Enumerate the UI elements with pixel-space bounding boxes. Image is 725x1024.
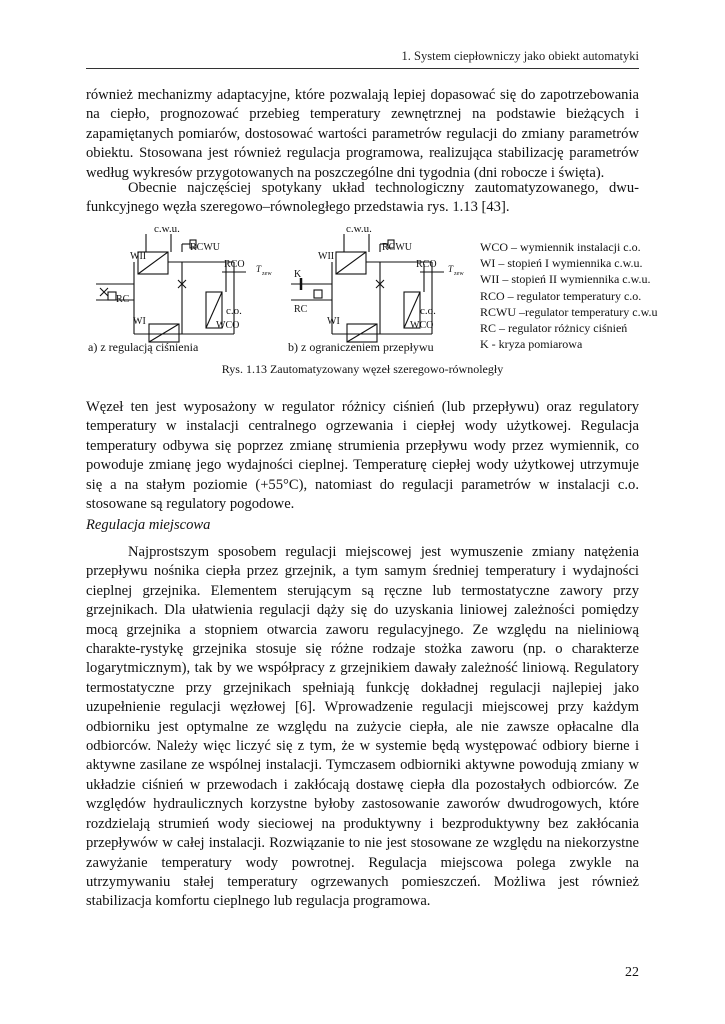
legend-item: K - kryza pomiarowa — [480, 337, 583, 352]
sub-caption-a: a) z regulacją ciśnienia — [88, 340, 199, 354]
label-cwu-b: c.w.u. — [346, 223, 372, 235]
label-wco-a: WCO — [216, 320, 240, 331]
label-wi-b: WI — [327, 316, 340, 327]
label-tzew-b: T — [448, 264, 454, 274]
page-number: 22 — [625, 965, 639, 980]
legend-item: RC – regulator różnicy ciśnień — [480, 321, 628, 336]
label-rcwu-a: RCWU — [190, 242, 220, 253]
paragraph-4 — [86, 543, 639, 912]
label-tzew-a: T — [256, 264, 262, 274]
label-wi-a: WI — [133, 316, 146, 327]
label-wii-a: WII — [130, 251, 147, 262]
section-heading: Regulacja miejscowa — [86, 517, 211, 533]
paragraph-1 — [86, 86, 639, 183]
paragraph-3 — [86, 398, 639, 514]
label-rc-b: RC — [294, 304, 308, 315]
paragraph-2 — [86, 179, 639, 218]
label-co-a: c.o. — [226, 305, 242, 317]
label-rc-a: RC — [116, 294, 130, 305]
paragraph-4-text: Najprostszym sposobem regulacji miejscowej jest wymuszenie zmiany natężenia przepływu nośnika ciepła przez grzejnik, a tym samym średniej temperatury i wydajności cieplnej grzejnika. Elementem sterującym są ręczne lub termostatyczne zawory przy grzejnikach. Dla ułatwienia regulacji dąży się do uzyskania liniowej zależności pomiędzy mocą grzejnika a stopniem otwarcia zaworu regulacyjnego. Ze względu na nieliniową charakte-rystykę grzejnika stosuje się różne rodzaje stożka zaworu (np. o charakterze logarytmicznym), tak by we współpracy z grzejnikiem dawały zależność liniową. Regulatory termostatyczne przy grzejnikach spełniają funkcję dokładnej regulacji najlepiej jako uzupełnienie regulacji węzłowej [6]. Wprowadzenie regulacji miejscowej przy każdym odbiorniku jest optymalne ze względu na zużycie ciepła, ale nie zawsze opłacalne dla odbiorców. Należy więc liczyć się z tym, że w systemie będą występować odbiory bierne i aktywne zasilane ze wspólnej instalacji. Tymczasem odbiorniki aktywne powodują zmiany w układzie ciśnień w przewodach i zakłócają dostawę ciepła dla pozostałych odbiorców. Ze względów hydraulicznych korzystne byłoby zastosowanie zaworów dwudrogowych, które rozdzielają strumień wody sieciowej na produktywny i bezproduktywny bez zakłócania przepływów w całej instalacji. Rozwiązanie to nie jest stosowane ze względu na niekorzystne zawyżanie temperatury wody powrotnej. Regulacja miejscowa polega zwykle na utrzymywaniu stałej temperatury ogrzewanych pomieszczeń. Możliwa jest również stabilizacja komfortu cieplnego lub regulacja programowa. — [86, 544, 639, 910]
legend-item: WI – stopień I wymiennika c.w.u. — [480, 256, 643, 271]
label-k-b: K — [294, 269, 302, 280]
legend-item: WCO – wymiennik instalacji c.o. — [480, 240, 641, 254]
figure-caption: Rys. 1.13 Zautomatyzowany węzeł szeregowo-równoległy — [221, 362, 504, 376]
sub-caption-b: b) z ograniczeniem przepływu — [288, 340, 434, 354]
running-header: 1. System ciepłowniczy jako obiekt automatyki — [401, 49, 639, 63]
paragraph-2-text: Obecnie najczęściej spotykany układ technologiczny zautomatyzowanego, dwu-funkcyjnego węzła szeregowo–równoległego przedstawia rys. 1.13 [43]. — [86, 180, 639, 216]
label-rco-a: RCO — [224, 259, 245, 270]
legend-item: RCWU –regulator temperatury c.w.u — [480, 304, 658, 319]
label-wii-b: WII — [318, 251, 335, 262]
label-tzew-sub-a: zew — [262, 271, 272, 277]
label-tzew-sub-b: zew — [454, 271, 464, 277]
label-wco-b: WCO — [410, 320, 434, 331]
label-rcwu-b: RCWU — [382, 242, 412, 253]
legend-item: RCO – regulator temperatury c.o. — [480, 288, 642, 303]
paragraph-3-text: Węzeł ten jest wyposażony w regulator różnicy ciśnień (lub przepływu) oraz regulatory temperatury w instalacji centralnego ogrzewania i ciepłej wody użytkowej. Regulacja temperatury odbywa się poprzez zmianę strumienia przepływu wody przez wymiennik, co powoduje zmianę jego wydajności cieplnej. Temperaturę ciepłej wody użytkowej utrzymuje się a na stałym poziomie (+55°C), natomiast do regulacji parametrów w instalacji c.o. stosowane są regulatory pogodowe. — [86, 399, 639, 513]
label-rco-b: RCO — [416, 259, 437, 270]
header-rule — [86, 68, 639, 69]
figure-legend — [480, 239, 658, 352]
legend-item: WII – stopień II wymiennika c.w.u. — [480, 272, 651, 287]
paragraph-1-text: również mechanizmy adaptacyjne, które pozwalają lepiej dopasować się do zapotrzebowania na ciepło, prognozować przebieg temperatury zewnętrznej na podstawie bieżących i zapamiętanych pomiarów, dostosować wartości parametrów regulacji do zmiany parametrów obiektu. Stosowana jest również regulacja programowa, realizująca stabilizację parametrów według wykresów przygotowanych na poszczególne dni tygodnia (dni robocze i święta). — [86, 87, 639, 181]
label-cwu-a: c.w.u. — [154, 223, 180, 235]
label-co-b: c.o. — [420, 305, 436, 317]
